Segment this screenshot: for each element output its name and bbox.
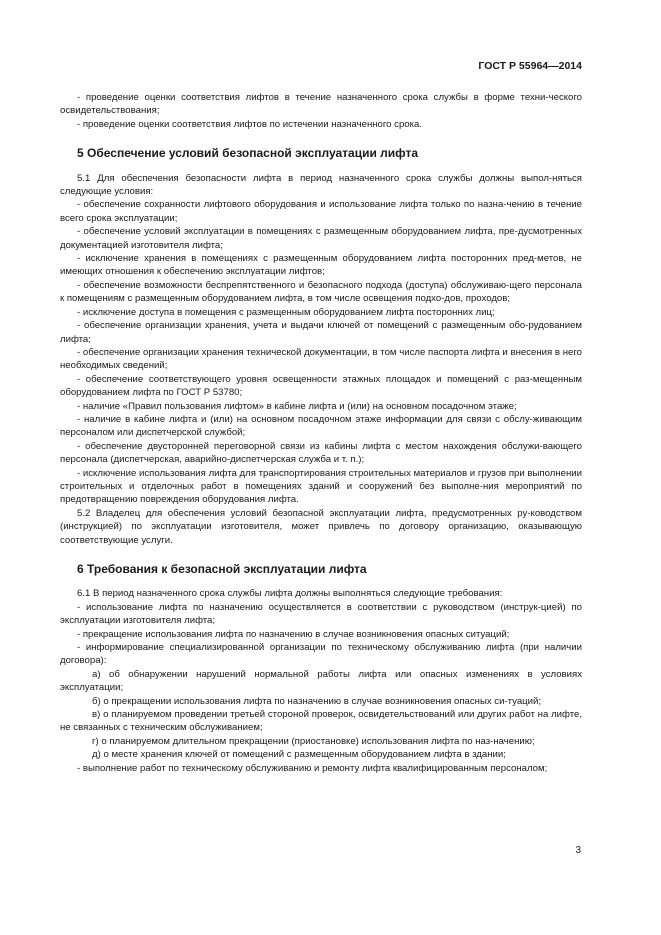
list-item: - обеспечение организации хранения технической документации, в том числе паспорта лифта и внесения в него необходимых сведений; — [60, 346, 582, 372]
list-item: - обеспечение организации хранения, учета и выдачи ключей от помещений с размещенным обо-рудованием лифта; — [60, 320, 582, 345]
page-body — [60, 91, 582, 775]
sub-item: б) о прекращении использования лифта по назначению в случае возникновения опасных си-туаций; — [92, 695, 542, 707]
list-item: - обеспечение двусторонней переговорной связи из кабины лифта с местом нахождения обслужи-вающего персонала (диспетчерская, аварийно-диспетчерская служба и т. п.); — [60, 440, 582, 466]
section-5-title: 5 Обеспечение условий безопасной эксплуатации лифта — [77, 146, 419, 161]
section-6-title: 6 Требования к безопасной эксплуатации лифта — [77, 562, 367, 576]
list-item: - исключение хранения в помещениях с размещенным оборудованием лифта посторонних пред-метов, не имеющих отношения к обеспечению эксплуатации лифтов; — [60, 253, 582, 278]
sub-item: д) о месте хранения ключей от помещений с размещенным оборудованием лифта в здании; — [92, 749, 506, 761]
list-item: - обеспечение сохранности лифтового оборудования и использование лифта только по назна-чению в течение всего срока эксплуатации; — [60, 199, 582, 224]
document-code: ГОСТ Р 55964—2014 — [478, 60, 582, 72]
list-item: - выполнение работ по техническому обслуживанию и ремонту лифта квалифицированным персоналом; — [77, 762, 548, 774]
list-item: - использование лифта по назначению осуществляется в соответствии с руководством (инструк-цией) по эксплуатации изготовителя лифта; — [60, 601, 582, 627]
list-item: - исключение использования лифта для транспортирования строительных материалов и грузов при выполнении строительных и отделочных работ в помещениях зданий и сооружений без выполне-ния мероприятий по предотвращению повреждения оборудования лифта. — [60, 467, 582, 506]
list-item: - прекращение использования лифта по назначению в случае возникновения опасных ситуаций; — [77, 628, 510, 640]
list-item: - обеспечение возможности беспрепятственного и безопасного подхода (доступа) обслуживаю-щего персонала к помещениям с размещенным оборудованием лифта, в том числе освещения подхо-дов, проходов; — [60, 279, 582, 305]
list-item: - информирование специализированной организации по техническому обслуживанию лифта (при наличии договора): — [60, 642, 582, 667]
sub-item: г) о планируемом длительном прекращении (приостановке) использования лифта по наз-начению; — [92, 735, 535, 747]
list-item: - исключение доступа в помещения с размещенным оборудованием лифта посторонних лиц; — [77, 306, 495, 318]
sub-item: в) о планируемом проведении третьей стороной проверок, освидетельствований или других работ на лифте, не связанных с техническим обслуживанием; — [60, 709, 582, 734]
intro-item: - проведение оценки соответствия лифтов в течение назначенного срока службы в форме техни-ческого освидетельствования; — [60, 92, 582, 117]
list-item: - обеспечение условий эксплуатации в помещениях с размещенным оборудованием лифта, пре-дусмотренных документацией изготовителя лифта; — [60, 226, 582, 251]
sub-item: а) об обнаружении нарушений нормальной работы лифта или опасных изменениях в условиях эксплуатации; — [60, 668, 582, 694]
list-item: - наличие в кабине лифта и (или) на основном посадочном этаже информации для связи с обслу-живающим персоналом или диспетчерской службой; — [60, 413, 582, 439]
list-item: - наличие «Правил пользования лифтом» в кабине лифта и (или) на основном посадочном этаже; — [77, 400, 517, 412]
list-item: - обеспечение соответствующего уровня освещенности этажных площадок и помещений с раз-мещенным оборудованием лифта по ГОСТ Р 53780; — [60, 373, 582, 399]
clause-5-1: 5.1 Для обеспечения безопасности лифта в период назначенного срока службы должны выпол-няться следующие условия: — [60, 172, 582, 198]
clause-5-2: 5.2 Владелец для обеспечения условий безопасной эксплуатации лифта, предусмотренных ру-ководством (инструкцией) по эксплуатации изготовителя, может привлечь по договору организацию, оказывающую соответствующие услуги. — [60, 507, 582, 546]
page-number: 3 — [575, 845, 581, 856]
intro-item: - проведение оценки соответствия лифтов по истечении назначенного срока. — [77, 118, 423, 130]
clause-6-1: 6.1 В период назначенного срока службы лифта должны выполняться следующие требования: — [77, 588, 503, 600]
